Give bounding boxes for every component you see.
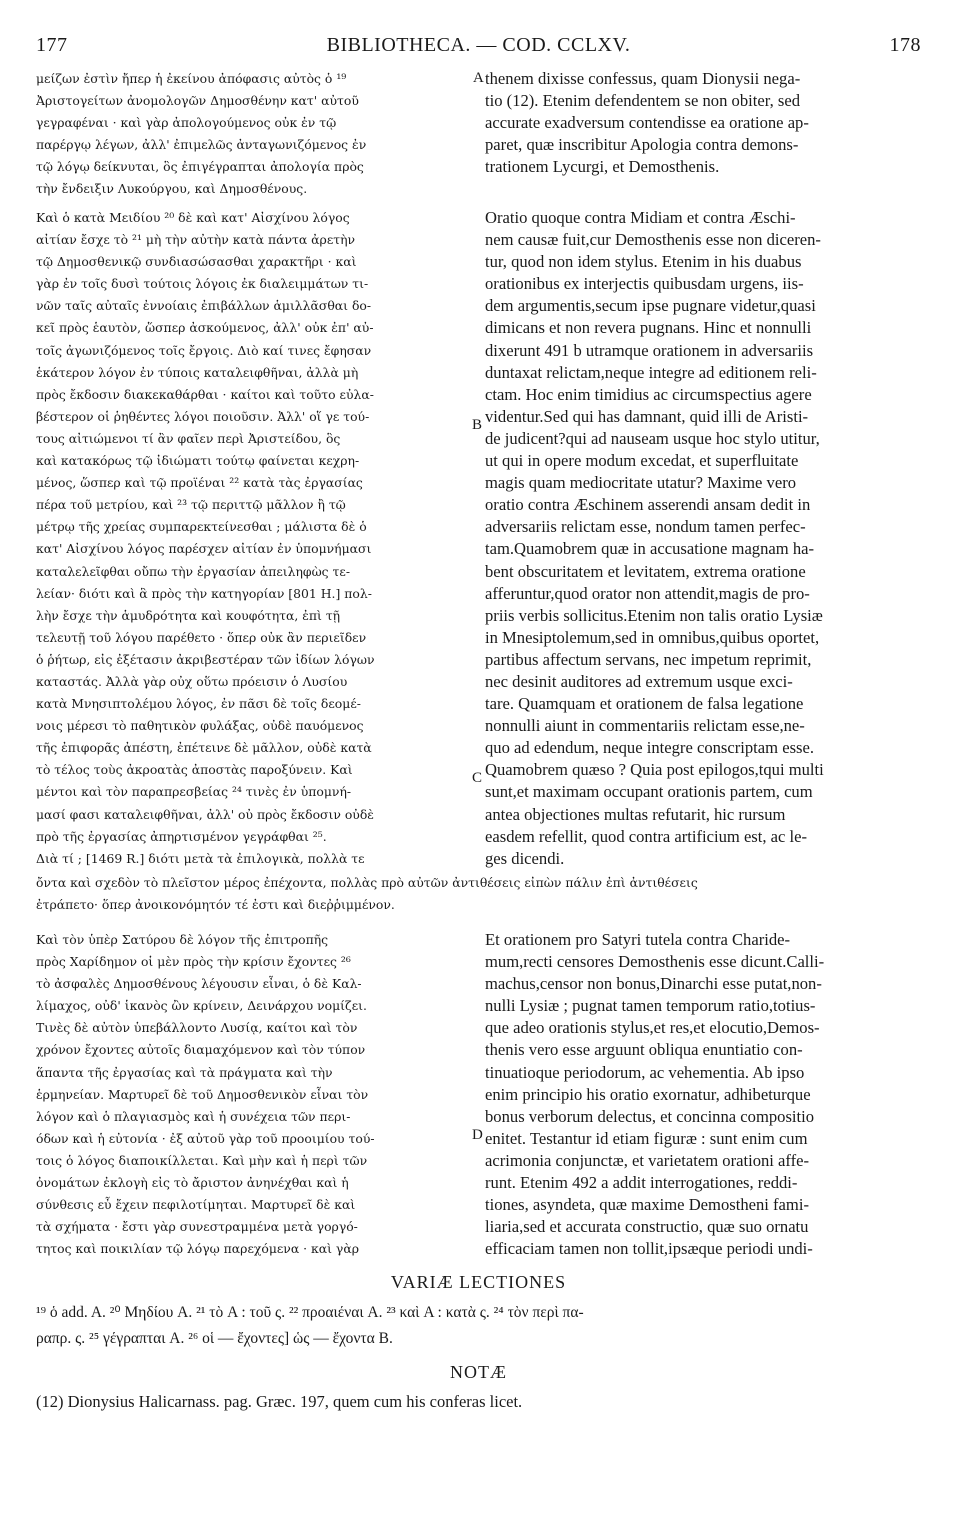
latin-line: tiones, asyndeta, quæ maxime Demostheni fami- (485, 1195, 809, 1215)
greek-line: λόγον καὶ ὁ πλαγιασμὸς καὶ ἡ συνέχεια τῶν περι- (36, 1108, 351, 1124)
greek-full-width-lines (36, 872, 921, 916)
greek-line: τὸ τέλος τοὺς ἀκροατὰς ἀποστὰς παροξύνειν. Καὶ (36, 762, 353, 778)
greek-column-block-1 (36, 68, 471, 201)
greek-line: παρέργῳ λέγων, ἀλλ' ἐπιμελῶς ἀνταγωνιζόμενος ἐν (36, 137, 367, 153)
latin-line: ges dicendi. (485, 848, 565, 868)
greek-line: μέντοι καὶ τὸν παραπρεσβείας ²⁴ τινὲς ἐν ὑπομνή- (36, 784, 352, 800)
latin-line: thenem dixisse confessus, quam Dionysii nega- (485, 69, 801, 88)
latin-line: nonnulli aiunt in commentariis relictam esse,ne- (485, 716, 805, 736)
variae-lectiones-body (36, 1300, 921, 1352)
greek-line: ὁ ῥήτωρ, εἰς ἐξέτασιν ἀκριβεστέραν τῶν ἰδίων λόγων (36, 651, 375, 667)
greek-line: τοῖς ἀγωνιζόμενος τοῖς ἔργοις. Διὸ καί τινες ἔφησαν (36, 342, 372, 358)
greek-line: χρόνον ἔχοντες αὐτοῖς διαμαχόμενον καὶ τὸν τύπον (36, 1042, 366, 1058)
greek-line: γὰρ ἐν τοῖς δυσὶ τούτοις λόγοις ἐκ διαλειμμάτων τι- (36, 276, 369, 292)
greek-line: τελευτῇ τοῦ λόγου παρέθετο · ὅπερ οὐκ ἂν περιεῖδεν (36, 629, 367, 645)
latin-line: quo ad edendum, neque integre conscriptam esse. (485, 738, 814, 758)
latin-line: ut qui in opere modum excedat, et superfluitate (485, 451, 799, 471)
latin-line: bent obscuritatem et levitatem, extrema oratione (485, 561, 806, 581)
greek-line: πρὸ τῆς ἐργασίας ἀπηρτισμένον γεγράφθαι ²⁵. (36, 828, 327, 844)
latin-line: Oratio quoque contra Midiam et contra Æschi- (485, 208, 796, 227)
latin-line: nulli Lysiæ ; pugnat tamen temporum ratio,totius- (485, 996, 816, 1016)
greek-column-block-3 (36, 929, 471, 1260)
latin-line: duntaxat relictam,neque integre ad editionem reli- (485, 362, 817, 382)
latin-column-block-1 (485, 68, 920, 178)
latin-line: tio (12). Etenim defendentem se non obiter, sed (485, 91, 800, 111)
latin-line: de judicent?qui ad nauseam usque hoc stylo utitur, (485, 428, 820, 448)
greek-line: ὄντα καὶ σχεδὸν τὸ πλεῖστον μέρος ἐπέχοντα, πολλὰς πρὸ αὐτῶν ἀντιθέσεις εἰπὼν πάλιν ἐπὶ ἀντιθέσεις (36, 875, 698, 890)
greek-line: γεγραφέναι · καὶ γὰρ ἀπολογούμενος οὐκ ἐν τῷ (36, 115, 337, 131)
latin-line: antea objectiones multas refutarit, hic rursum (485, 804, 786, 824)
latin-line: easdem refellit, quod contra artificium est, ac le- (485, 826, 808, 846)
greek-line: τὸ ἀσφαλὲς Δημοσθένους λέγουσιν εἶναι, ὁ δὲ Καλ- (36, 976, 362, 992)
latin-line: acrimonia conjunctæ, et varietatem orationi affe- (485, 1150, 810, 1170)
margin-marker-d: D (472, 1127, 483, 1143)
latin-line: in Mnesiptolemum,sed in omnibus,quibus oportet, (485, 627, 820, 647)
latin-line: tur, quod non idem stylus. Etenim in his duabus (485, 252, 802, 272)
latin-line: afferuntur,quod orator non attendit,magis de pro- (485, 583, 810, 603)
greek-line: Καὶ ὁ κατὰ Μειδίου ²⁰ δὲ καὶ κατ' Αἰσχίνου λόγος (36, 210, 350, 225)
greek-line: ἑκάτερον λόγον ἐν τύποις καταλειφθῆναι, ἀλλὰ μὴ (36, 364, 359, 380)
latin-line: accurate exadversum contendisse ea oratione ap- (485, 113, 809, 133)
greek-line: πρὸς ἔκδοσιν διακεκαθάρθαι · καίτοι καὶ τοῦτο εὐλα- (36, 386, 374, 402)
page-header (36, 34, 921, 64)
latin-line: dixerunt 491 b utramque orationem in adversariis (485, 340, 814, 360)
latin-line: orationibus ex interjectis quibusdam urgens, iis- (485, 274, 804, 294)
greek-line: Τινὲς δὲ αὐτὸν ὑπεβάλλοντο Λυσίᾳ, καίτοι καὶ τὸν (36, 1020, 358, 1036)
running-title: BIBLIOTHECA. — COD. CCLXV. (326, 34, 631, 56)
latin-line: trationem Lycurgi, et Demosthenis. (485, 157, 720, 177)
greek-line: κεῖ πρὸς ἑαυτὸν, ὥσπερ ἀσκούμενος, ἀλλ' οὐκ ἐπ' αὐ- (36, 320, 374, 336)
latin-line: mum,recti censores Demosthenis esse dicunt.Calli- (485, 952, 825, 972)
latin-line: magis quam mediocritate utatur? Maxime vero (485, 473, 797, 493)
greek-line: λὴν ἔσχε τὴν ἁμυδρότητα καὶ κουφότητα, ἐπὶ τῇ (36, 607, 341, 623)
latin-line: nec desinit auditores ad extremum usque exci- (485, 671, 793, 691)
latin-line: tare. Quamquam et orationem de falsa legatione (485, 694, 804, 714)
latin-line: Quamobrem quæso ? Quia post epilogos,tqui multi (485, 760, 824, 780)
notae-text: (12) Dionysius Halicarnass. pag. Græc. 197, quem cum his conferas licet. (36, 1392, 523, 1411)
greek-line: όδων καὶ ἡ εὐτονία · ἐξ αὐτοῦ γὰρ τοῦ προοιμίου τού- (36, 1130, 375, 1146)
latin-line: bonus verborum delectus, et concinna compositio (485, 1106, 815, 1126)
greek-line: μείζων ἐστὶν ἤπερ ἡ ἐκείνου ἀπόφασις αὐτὸς ὁ ¹⁹ (36, 71, 347, 86)
greek-line: βέστερον οἱ ῥηθέντες λόγοι ποιοῦσιν. Ἀλλ' οἵ γε τού- (36, 408, 370, 424)
greek-line: μασί φασι καταλειφθῆναι, ἀλλ' οὐ πρὸς ἔκδοσιν οὐδὲ (36, 806, 374, 822)
greek-line: πρὸς Χαρίδημον οἱ μὲν πρὸς τὴν κρίσιν ἔχοντες ²⁶ (36, 954, 351, 970)
latin-line: Et orationem pro Satyri tutela contra Charide- (485, 930, 791, 949)
latin-line: enim principio his oratio exornatur, adhibeturque (485, 1084, 811, 1104)
greek-line: τὴν ἔνδειξιν Λυκούργου, καὶ Δημοσθένους. (36, 181, 308, 197)
latin-line: efficaciam tamen non tollit,ipsæque periodi undi- (485, 1239, 813, 1259)
greek-line: μένος, ὥσπερ καὶ τῷ προϊέναι ²² κατὰ τὰς ἐργασίας (36, 475, 363, 491)
latin-line: que adeo orationis stylus,et res,et elocutio,Demos- (485, 1018, 820, 1038)
margin-marker-b: B (472, 417, 483, 433)
margin-marker-c: C (472, 770, 483, 786)
greek-line: καταστάς. Ἀλλὰ γὰρ οὐχ οὕτω πρόεισιν ὁ Λυσίου (36, 673, 348, 689)
greek-line: λείαν· διότι καὶ ἃ πρὸς τὴν κατηγορίαν [801 H.] πολ- (36, 585, 372, 601)
page-number-right: 178 (889, 34, 921, 56)
greek-line: καὶ κατακόρως τῷ ἰδιώματι τούτῳ φαίνεται κεχρη- (36, 453, 360, 469)
greek-line: ἅπαντα τῆς ἐργασίας καὶ τὰ πράγματα καὶ τὴν (36, 1064, 333, 1080)
greek-line: Διὰ τί ; [1469 R.] διότι μετὰ τὰ ἐπιλογικὰ, πολλὰ τε (36, 850, 365, 866)
latin-column-block-2 (485, 207, 920, 870)
page-number-left: 177 (36, 34, 68, 56)
greek-line: νοις μέρεσι τὸ παθητικὸν φυλάξας, οὐδὲ παυόμενος (36, 718, 364, 734)
latin-column-block-3 (485, 929, 920, 1260)
greek-line: τὰ σχήματα · ἔστι γὰρ συνεστραμμένα μετὰ γοργό- (36, 1219, 358, 1235)
greek-line: αἰτίαν ἔσχε τὸ ²¹ μὴ τὴν αὐτὴν κατὰ πάντα ἀρετὴν (36, 232, 356, 248)
latin-line: enitet. Testantur id etiam figuræ : sunt enim cum (485, 1128, 808, 1148)
greek-line: τῷ λόγῳ δείκνυται, ὃς ἐπιγέγραπται ἀπολογία πρὸς (36, 159, 364, 175)
greek-line: νῶν ταῖς αὐταῖς ἐννοίαις ἐπιβάλλων ἁμιλλᾶσθαι δο- (36, 298, 372, 314)
greek-line: κατ' Αἰσχίνου λόγος παρέσχεν αἰτίαν ἐν ὑπομνήμασι (36, 541, 372, 557)
greek-column-block-2 (36, 207, 471, 870)
greek-line: ὀνομάτων ἐκλογὴ εἰς τὸ ἄριστον ἀνηνέχθαι καὶ ἡ (36, 1175, 349, 1191)
greek-line: μέτρῳ τῆς χρείας συμπαρεκτείνεσθαι ; μάλιστα δὲ ὁ (36, 519, 367, 535)
variae-lectiones-title: VARIÆ LECTIONES (390, 1272, 567, 1292)
latin-line: oratio contra Æschinem asserendi ansam dedit in (485, 495, 811, 515)
greek-line: τητος καὶ ποικιλίαν τῷ λόγῳ παρεχόμενα · καὶ γὰρ (36, 1241, 359, 1257)
latin-line: partibus affectum servans, nec impetum reprimit, (485, 649, 812, 669)
variae-line: ραπρ. ς. ²⁵ γέγραπται A. ²⁶ οἱ — ἔχοντες] ὡς — ἔχοντα B. (36, 1330, 393, 1347)
greek-line: καταλελεῖφθαι οὔπω τὴν ἐργασίαν ἀπειληφὼς τε- (36, 563, 351, 579)
greek-line: ἑρμηνείαν. Μαρτυρεῖ δὲ τοῦ Δημοσθενικὸν εἶναι τὸν (36, 1086, 369, 1102)
greek-line: τους αἰτιώμενοι τί ἂν φαῖεν περὶ Ἀριστείδου, ὃς (36, 430, 341, 446)
latin-line: liaria,sed et accurata constructio, quæ suo ornatu (485, 1217, 809, 1237)
variae-line: ¹⁹ ὁ add. A. ²⁰ Μηδίου A. ²¹ τὸ A : τοῦ ς. ²² προαιέναι A. ²³ καὶ A : κατὰ ς. ²⁴ τὸν περὶ πα- (36, 1304, 584, 1321)
greek-line: Ἀριστογείτων ἀνομολογῶν Δημοσθένην κατ' αὐτοῦ (36, 93, 359, 109)
latin-line: tam.Quamobrem quæ in accusatione magnam ha- (485, 539, 815, 559)
latin-line: dimicans et non revera pugnans. Hinc et nonnulli (485, 318, 812, 338)
latin-line: adversariis relictam esse, nondum tamen perfec- (485, 517, 806, 537)
latin-line: ctam. Hoc enim timidius ac circumspectius agere (485, 384, 812, 404)
latin-line: thenis vero esse arguunt obliqua enuntiatio con- (485, 1040, 803, 1060)
latin-line: runt. Etenim 492 a addit interrogationes, reddi- (485, 1173, 798, 1193)
margin-marker-a: A (473, 70, 484, 86)
latin-line: sunt,et maximam occupant orationis partem, cum (485, 782, 813, 802)
latin-line: paret, quæ inscribitur Apologia contra demons- (485, 135, 799, 155)
greek-line: ἐτράπετο· ὅπερ ἀνοικονόμητόν τέ ἐστι καὶ διεῤῥιμμένον. (36, 897, 395, 913)
latin-line: machus,censor non bonus,Dinarchi esse putat,non- (485, 974, 822, 994)
latin-line: tinuatioque periodorum, ac vehementia. Ab ipso (485, 1062, 805, 1082)
latin-line: dem argumentis,secum ipse pugnare videtur,quasi (485, 296, 816, 316)
notae-title: NOTÆ (450, 1362, 507, 1382)
greek-line: σύνθεσις εὖ ἔχειν πεφιλοτίμηται. Μαρτυρεῖ δὲ καὶ (36, 1197, 356, 1213)
greek-line: τῷ Δημοσθενικῷ συνδιασώσασθαι χαρακτῆρι · καὶ (36, 254, 357, 270)
greek-line: τοις ὁ λόγος διαποικίλλεται. Καὶ μὴν καὶ ἡ περὶ τῶν (36, 1152, 368, 1168)
latin-line: priis verbis sollicitus.Etenim non talis oratio Lysiæ (485, 605, 823, 625)
greek-line: Καὶ τὸν ὑπὲρ Σατύρου δὲ λόγον τῆς ἐπιτροπῆς (36, 932, 329, 947)
latin-line: videntur.Sed qui has damnant, quid illi de Aristi- (485, 406, 809, 426)
greek-line: τῆς ἐπιφορᾶς ἀπέστη, ἐπέτεινε δὲ μᾶλλον, οὐδὲ κατὰ (36, 740, 372, 756)
latin-line: nem causæ fuit,cur Demosthenis esse non diceren- (485, 230, 821, 250)
greek-line: λίμαχος, οὐδ' ἱκανὸς ὢν κρίνειν, Δεινάρχου νομίζει. (36, 998, 367, 1014)
greek-line: κατὰ Μνησιπτολέμου λόγος, ἐν πᾶσι δὲ τοῖς δεομέ- (36, 696, 361, 712)
greek-line: πέρα τοῦ μετρίου, καὶ ²³ τῷ περιττῷ μᾶλλον ἢ τῷ (36, 497, 346, 513)
